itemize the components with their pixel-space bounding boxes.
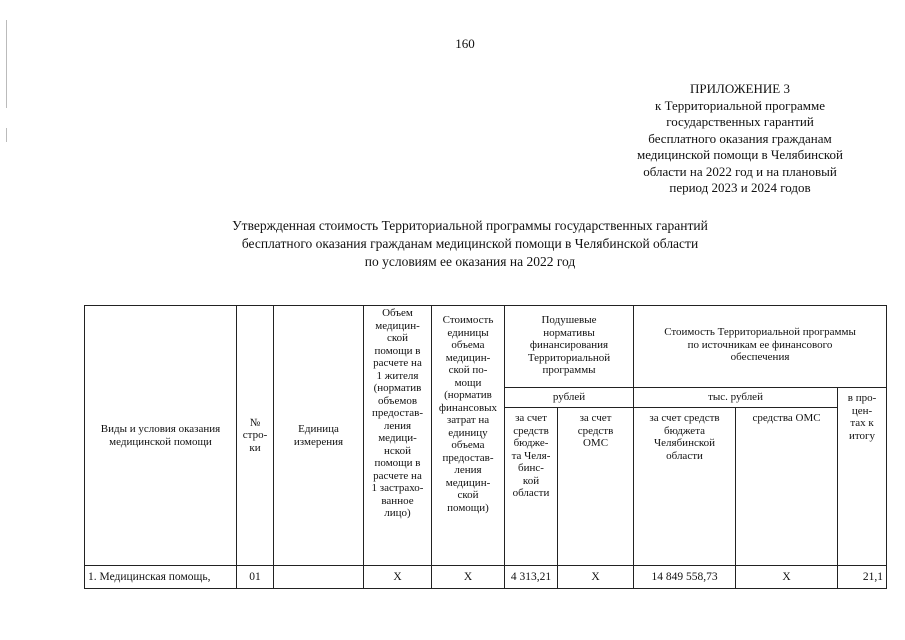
header-types: Виды и условия оказания медицинской помощи xyxy=(85,306,237,566)
header-unit: Единица измерения xyxy=(274,306,364,566)
cell-type: 1. Медицинская помощь, xyxy=(85,566,237,589)
header-percent-total: в про- цен- тах к итогу xyxy=(838,388,887,566)
appendix-line: ПРИЛОЖЕНИЕ 3 xyxy=(690,81,790,96)
title-line: Утвержденная стоимость Территориальной программы государственных гарантий xyxy=(232,218,708,233)
title-line: по условиям ее оказания на 2022 год xyxy=(364,254,576,269)
header-rubles: рублей xyxy=(505,388,634,408)
title-line: бесплатного оказания гражданам медицинской помощи в Челябинской области xyxy=(241,236,699,251)
header-unit-cost: Стоимость единицы объема медицин- ской по- мощи (норматив финансовых затрат на единицу объема предостав- ления медицин- ской помощи) xyxy=(432,306,505,566)
appendix-line: к Территориальной программе xyxy=(655,97,825,113)
header-volume: Объем медицин- ской помощи в расчете на 1 жителя (норматив объемов предостав- ления медици- нской помощи в расчете на 1 застрахо- ванное лицо) xyxy=(364,306,432,566)
header-row-number: № стро- ки xyxy=(237,306,274,566)
cell-volume: X xyxy=(364,566,432,589)
header-oms-cost: средства ОМС xyxy=(736,408,838,566)
appendix-line: области на 2022 год и на плановый xyxy=(643,163,837,179)
appendix-line: медицинской помощи в Челябинской xyxy=(636,147,844,162)
cell-oms-per-capita: X xyxy=(558,566,634,589)
page-number: 160 xyxy=(455,36,475,51)
header-per-capita: Подушевые нормативы финансирования Территориальной программы xyxy=(505,306,634,388)
document-title xyxy=(160,217,780,271)
header-thousand-rubles: тыс. рублей xyxy=(634,388,838,408)
header-budget-cost: за счет средств бюджета Челябинской области xyxy=(634,408,736,566)
header-budget-per-capita: за счет средств бюдже- та Челя- бинс- кой области xyxy=(505,408,558,566)
cell-percent-total: 21,1 xyxy=(838,566,887,589)
appendix-line: государственных гарантий xyxy=(666,114,814,129)
cell-budget-per-capita: 4 313,21 xyxy=(505,566,558,589)
cell-unit xyxy=(274,566,364,589)
cost-table xyxy=(84,305,887,589)
cell-row-number: 01 xyxy=(237,566,274,589)
cell-oms-cost: X xyxy=(736,566,838,589)
appendix-line: бесплатного оказания гражданам xyxy=(648,130,832,146)
header-program-cost: Стоимость Территориальной программы по источникам ее финансового обеспечения xyxy=(634,306,887,388)
appendix-line: период 2023 и 2024 годов xyxy=(669,180,811,195)
scan-edge-mark xyxy=(6,128,7,142)
cell-unit-cost: X xyxy=(432,566,505,589)
scan-edge-mark xyxy=(6,20,7,108)
cell-budget-cost: 14 849 558,73 xyxy=(634,566,736,589)
appendix-block xyxy=(600,81,880,197)
header-oms-per-capita: за счет средств ОМС xyxy=(558,408,634,566)
table-row xyxy=(85,566,887,589)
